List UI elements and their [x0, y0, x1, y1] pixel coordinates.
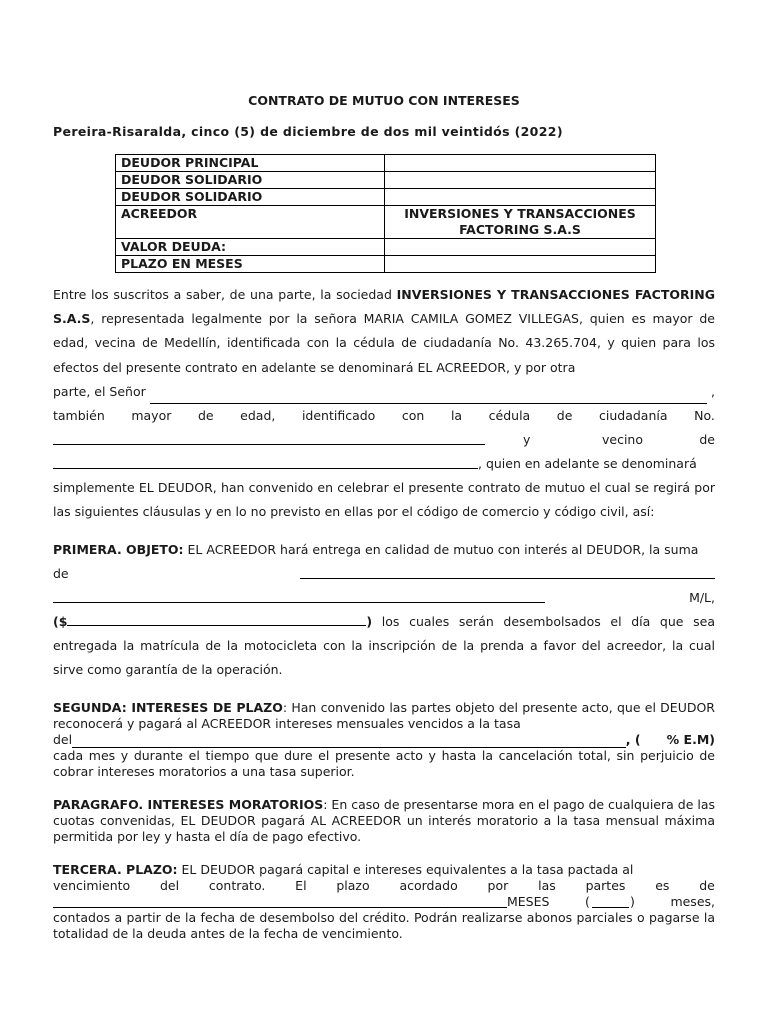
table-row — [116, 256, 656, 273]
intro-closing: simplemente EL DEUDOR, han convenido en celebrar el presente contrato de mutuo el cual se regirá por las siguientes cláusulas y en lo no previsto en ellas por el código de comercio y código civil, así: — [53, 480, 715, 520]
table-label: PLAZO EN MESES — [116, 256, 385, 273]
tercera-body: contados a partir de la fecha de desembolso del crédito. Podrán realizarse abonos parciales o pagarse la totalidad de la deuda antes de la fecha de vencimiento. — [53, 910, 715, 941]
tercera-line-vencimiento: vencimiento del contrato. El plazo acordado por las partes es de — [53, 878, 715, 893]
primera-line-suma: de — [53, 562, 715, 586]
table-label: DEUDOR PRINCIPAL — [116, 155, 385, 172]
intro-line-cedula: y vecino de — [53, 428, 715, 452]
blank-meses-numero — [592, 896, 629, 908]
intro-line-identificado: también mayor de edad, identificado con la cédula de ciudadanía No. — [53, 408, 715, 423]
table-label: DEUDOR SOLIDARIO — [116, 189, 385, 206]
clause-heading: PRIMERA — [53, 542, 117, 557]
company-name: INVERSIONES Y TRANSACCIONES FACTORING S.A.S — [53, 287, 715, 327]
table-value — [385, 172, 656, 189]
table-label: DEUDOR SOLIDARIO — [116, 172, 385, 189]
clause-heading: SEGUNDA: INTERESES DE PLAZO — [53, 700, 283, 715]
table-value — [385, 155, 656, 172]
segunda-line-tasa: del , ( % E.M) — [53, 732, 715, 747]
table-row — [116, 155, 656, 172]
table-label: VALOR DEUDA: — [116, 239, 385, 256]
primera-line-ml: M/L, — [53, 586, 715, 610]
blank-cedula — [53, 433, 485, 445]
blank-suma — [300, 567, 715, 579]
clause-heading: TERCERA — [53, 862, 117, 877]
table-value — [385, 239, 656, 256]
segunda-body: cada mes y durante el tiempo que dure el presente acto y hasta la cancelación total, sin perjuicio de cobrar intereses moratorios a una tasa superior. — [53, 748, 715, 779]
table-row — [116, 239, 656, 256]
intro-line-senor: parte, el Señor , — [53, 380, 715, 404]
blank-vecino — [53, 457, 478, 469]
intro-paragraph: Entre los suscritos a saber, de una parte, la sociedad INVERSIONES Y TRANSACCIONES FACTORING S.A.S, representada legalmente por la señora MARIA CAMILA GOMEZ VILLEGAS, quien es mayor de edad, vecina de Medellín, identificada con la cédula de ciudadanía No. 43.265.704, y quien para los efectos del presente contrato en adelante se denominará EL ACREEDOR, y por otra — [53, 287, 715, 375]
table-row — [116, 189, 656, 206]
table-value — [385, 256, 656, 273]
table-row — [116, 172, 656, 189]
table-row — [116, 206, 656, 239]
clause-heading: PARAGRAFO. INTERESES MORATORIOS — [53, 797, 324, 812]
blank-senor — [150, 392, 707, 404]
document-title: CONTRATO DE MUTUO CON INTERESES — [248, 93, 520, 108]
blank-suma-letras — [53, 591, 545, 603]
intro-line-vecino: , quien en adelante se denominará — [53, 452, 715, 476]
blank-tasa — [72, 736, 626, 748]
table-value: INVERSIONES Y TRANSACCIONES FACTORING S.A.S — [385, 206, 656, 239]
primera-body: ($ ) los cuales serán desembolsados el día que sea entregada la matrícula de la motocicleta con la inscripción de la prenda a favor del acreedor, la cual sirve como garantía de la operación. — [53, 614, 715, 678]
place-date: Pereira-Risaralda, cinco (5) de diciembre de dos mil veintidós (2022) — [53, 124, 563, 139]
blank-plazo — [53, 896, 507, 908]
table-value — [385, 189, 656, 206]
clause-segunda: SEGUNDA: INTERESES DE PLAZO: Han convenido las partes objeto del presente acto, que el DEUDOR reconocerá y pagará al ACREEDOR intereses mensuales vencidos a la tasa — [53, 700, 715, 731]
tercera-line-meses: MESES ( ) meses, — [53, 894, 715, 910]
clause-primera: PRIMERA. OBJETO: EL ACREEDOR hará entrega en calidad de mutuo con interés al DEUDOR, la suma — [53, 542, 699, 557]
parties-table — [115, 154, 656, 273]
clause-tercera: TERCERA. PLAZO: EL DEUDOR pagará capital e intereses equivalentes a la tasa pactada al — [53, 862, 634, 877]
table-label: ACREEDOR — [116, 206, 385, 239]
blank-valor — [67, 614, 366, 626]
clause-paragrafo: PARAGRAFO. INTERESES MORATORIOS: En caso de presentarse mora en el pago de cualquiera de las cuotas convenidas, EL DEUDOR pagará AL ACREEDOR un interés moratorio a la tasa mensual máxima permitida por ley y hasta el día de pago efectivo. — [53, 797, 716, 844]
